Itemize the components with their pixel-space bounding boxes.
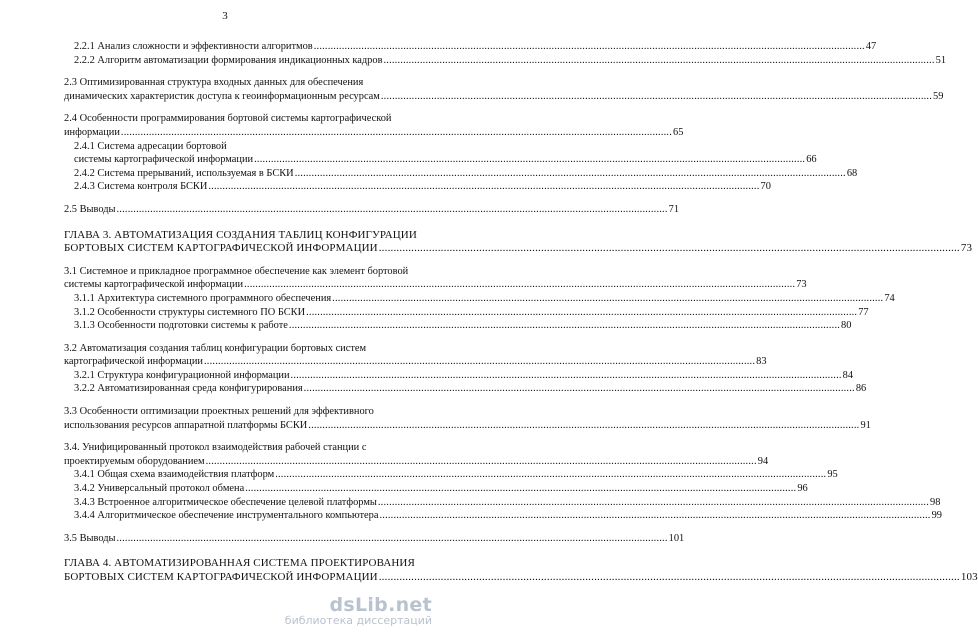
toc-entry-2-4-2[interactable] bbox=[64, 167, 858, 181]
toc-entry-title: 3.5 Выводы bbox=[64, 532, 116, 544]
watermark-subtitle: библиотека диссертаций bbox=[284, 614, 432, 627]
toc-chapter-4[interactable] bbox=[64, 571, 978, 585]
toc-entry-3-2[interactable] bbox=[64, 355, 767, 369]
toc-entry-3-4-2[interactable] bbox=[64, 482, 808, 496]
toc-entry-3-1-2[interactable] bbox=[64, 306, 869, 320]
toc-page-number: 80 bbox=[841, 320, 852, 332]
leader-dots bbox=[117, 203, 668, 217]
toc-entry-2-4[interactable] bbox=[64, 126, 684, 140]
toc-entry-title: БОРТОВЫХ СИСТЕМ КАРТОГРАФИЧЕСКОЙ ИНФОРМАЦИИ bbox=[64, 571, 378, 583]
toc-page-number: 96 bbox=[797, 483, 808, 495]
toc-page-number: 77 bbox=[858, 306, 869, 318]
toc-entry-title: 3.4.3 Встроенное алгоритмическое обеспечение целевой платформы bbox=[74, 496, 377, 508]
toc-entry-title: 2.2.2 Алгоритм автоматизации формирования индикационных кадров bbox=[74, 54, 383, 66]
toc-page-number: 68 bbox=[846, 167, 858, 179]
leader-dots bbox=[378, 496, 929, 510]
toc-entry-3-1[interactable] bbox=[64, 278, 807, 292]
toc-entry-title: БОРТОВЫХ СИСТЕМ КАРТОГРАФИЧЕСКОЙ ИНФОРМАЦИИ bbox=[64, 242, 378, 255]
toc-page-number: 51 bbox=[935, 54, 947, 66]
toc-entry-title: системы картографической информации bbox=[64, 279, 244, 291]
toc-entry-2-3[interactable] bbox=[64, 90, 944, 104]
toc-page-number: 73 bbox=[960, 242, 973, 255]
toc-page-number: 66 bbox=[806, 154, 817, 166]
toc-page-number: 99 bbox=[931, 510, 942, 522]
toc-page-number: 101 bbox=[668, 532, 685, 544]
toc-page-number: 74 bbox=[884, 292, 895, 304]
toc-entry-3-2-1[interactable] bbox=[64, 369, 854, 383]
leader-dots bbox=[244, 278, 795, 292]
toc-entry-title: проектируемым оборудованием bbox=[64, 455, 205, 467]
toc-entry-title: 2.4.3 Система контроля БСКИ bbox=[74, 181, 208, 193]
table-of-contents bbox=[64, 40, 978, 585]
watermark-logo: dsLib.net bbox=[329, 594, 432, 616]
toc-entry-title: 3.2.2 Автоматизированная среда конфигурирования bbox=[74, 383, 303, 395]
toc-entry-3-3-line1[interactable]: 3.3 Особенности оптимизации проектных решений для эффективного bbox=[64, 406, 374, 418]
toc-page-number: 65 bbox=[673, 126, 684, 138]
toc-page-number: 94 bbox=[757, 455, 769, 467]
leader-dots bbox=[121, 126, 672, 140]
toc-entry-title: 3.1.3 Особенности подготовки системы к работе bbox=[74, 320, 288, 332]
toc-entry-3-4-1[interactable] bbox=[64, 468, 838, 482]
toc-entry-title: 3.4.4 Алгоритмическое обеспечение инструментального компьютера bbox=[74, 510, 379, 522]
toc-entry-title: 3.1.1 Архитектура системного программного обеспечения bbox=[74, 292, 332, 304]
leader-dots bbox=[245, 482, 796, 496]
leader-dots bbox=[289, 319, 840, 333]
toc-entry-title: системы картографической информации bbox=[74, 154, 254, 166]
toc-entry-3-4[interactable] bbox=[64, 455, 769, 469]
leader-dots bbox=[208, 180, 759, 194]
leader-dots bbox=[381, 90, 932, 104]
toc-page-number: 73 bbox=[796, 279, 807, 291]
toc-entry-3-1-line1[interactable]: 3.1 Системное и прикладное программное обеспечение как элемент бортовой bbox=[64, 265, 409, 277]
leader-dots bbox=[254, 153, 805, 167]
leader-dots bbox=[332, 292, 883, 306]
toc-entry-3-2-line1[interactable]: 3.2 Автоматизация создания таблиц конфигурации бортовых систем bbox=[64, 342, 367, 354]
toc-entry-2-4-3[interactable] bbox=[64, 180, 771, 194]
leader-dots bbox=[308, 419, 859, 433]
toc-page-number: 70 bbox=[760, 181, 771, 193]
toc-entry-3-2-2[interactable] bbox=[64, 382, 867, 396]
leader-dots bbox=[379, 571, 960, 585]
toc-chapter-3-line1[interactable]: ГЛАВА 3. АВТОМАТИЗАЦИЯ СОЗДАНИЯ ТАБЛИЦ КОНФИГУРАЦИИ bbox=[64, 228, 417, 241]
toc-page-number: 103 bbox=[960, 571, 978, 583]
watermark bbox=[285, 594, 432, 627]
toc-entry-title: 3.1.2 Особенности структуры системного ПО БСКИ bbox=[74, 306, 306, 318]
toc-page-number: 98 bbox=[930, 496, 941, 508]
leader-dots bbox=[383, 54, 934, 68]
toc-page-number: 91 bbox=[860, 419, 871, 431]
leader-dots bbox=[295, 167, 846, 181]
toc-entry-2-2-2[interactable] bbox=[64, 54, 947, 68]
toc-entry-3-4-4[interactable] bbox=[64, 509, 942, 523]
toc-entry-2-4-1-line1[interactable]: 2.4.1 Система адресации бортовой bbox=[74, 140, 227, 152]
toc-page-number: 71 bbox=[668, 203, 680, 215]
toc-entry-3-1-1[interactable] bbox=[64, 292, 895, 306]
toc-entry-2-4-1[interactable] bbox=[64, 153, 817, 167]
toc-entry-title: информации bbox=[64, 126, 120, 138]
leader-dots bbox=[379, 509, 930, 523]
toc-page-number: 47 bbox=[865, 41, 877, 52]
toc-entry-title: 2.2.1 Анализ сложности и эффективности алгоритмов bbox=[74, 41, 313, 52]
toc-chapter-4-line1[interactable]: ГЛАВА 4. АВТОМАТИЗИРОВАННАЯ СИСТЕМА ПРОЕКТИРОВАНИЯ bbox=[64, 557, 415, 570]
toc-entry-title: 2.4.2 Система прерываний, используемая в БСКИ bbox=[74, 167, 294, 179]
leader-dots bbox=[204, 355, 755, 369]
toc-entry-2-2-1[interactable] bbox=[64, 40, 877, 54]
page-number: 3 bbox=[222, 10, 228, 22]
leader-dots bbox=[304, 382, 855, 396]
leader-dots bbox=[306, 306, 857, 320]
toc-page-number: 95 bbox=[827, 469, 838, 481]
toc-entry-title: 3.2.1 Структура конфигурационной информации bbox=[74, 369, 290, 381]
toc-entry-3-1-3[interactable] bbox=[64, 319, 852, 333]
toc-page-number: 59 bbox=[933, 90, 944, 102]
toc-page-number: 83 bbox=[756, 356, 767, 368]
toc-entry-2-4-line1[interactable]: 2.4 Особенности программирования бортовой системы картографической bbox=[64, 113, 392, 125]
toc-entry-2-3-line1[interactable]: 2.3 Оптимизированная структура входных данных для обеспечения bbox=[64, 77, 364, 89]
leader-dots bbox=[206, 455, 757, 469]
toc-entry-title: 3.4.2 Универсальный протокол обмена bbox=[74, 483, 245, 495]
leader-dots bbox=[379, 242, 960, 256]
toc-chapter-3[interactable] bbox=[64, 242, 973, 256]
toc-entry-3-4-3[interactable] bbox=[64, 496, 941, 510]
toc-entry-title: динамических характеристик доступа к геоинформационным ресурсам bbox=[64, 90, 380, 102]
toc-entry-3-3[interactable] bbox=[64, 419, 871, 433]
toc-entry-3-4-line1[interactable]: 3.4. Унифицированный протокол взаимодействия рабочей станции с bbox=[64, 442, 367, 454]
toc-entry-3-5[interactable] bbox=[64, 532, 685, 546]
toc-entry-title: 2.5 Выводы bbox=[64, 203, 116, 215]
toc-entry-2-5[interactable] bbox=[64, 203, 680, 217]
leader-dots bbox=[275, 468, 826, 482]
toc-page-number: 84 bbox=[842, 369, 854, 381]
toc-page-number: 86 bbox=[855, 383, 867, 395]
toc-entry-title: 3.4.1 Общая схема взаимодействия платформ bbox=[74, 469, 275, 481]
leader-dots bbox=[291, 369, 842, 383]
leader-dots bbox=[314, 40, 865, 54]
toc-entry-title: использования ресурсов аппаратной платформы БСКИ bbox=[64, 419, 308, 431]
toc-entry-title: картографической информации bbox=[64, 356, 203, 368]
leader-dots bbox=[117, 532, 668, 546]
